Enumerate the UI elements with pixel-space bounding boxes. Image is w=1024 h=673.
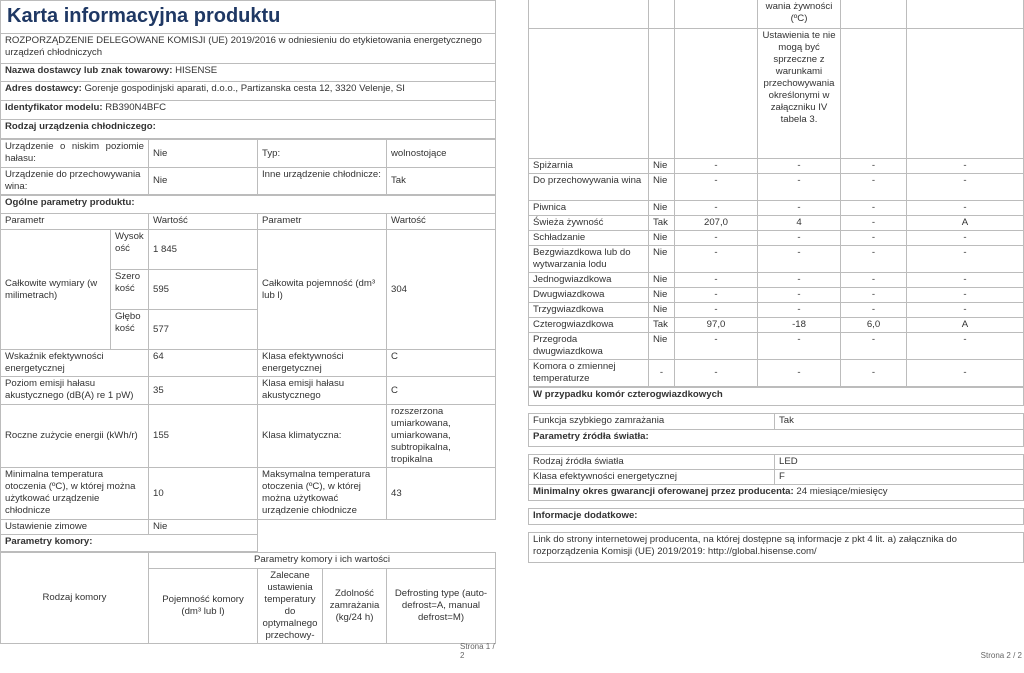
- compartment-temp: -: [758, 245, 841, 272]
- address-value: Gorenje gospodinjski aparati, d.o.o., Partizanska cesta 12, 3320 Velenje, SI: [84, 83, 405, 94]
- energy-class-value: C: [387, 350, 496, 377]
- compartment-temp: -: [758, 332, 841, 359]
- page-number: Strona 1 / 2: [460, 642, 495, 660]
- compartment-present: Nie: [649, 332, 675, 359]
- compartment-row: [529, 158, 1024, 173]
- compartment-row: [529, 173, 1024, 200]
- compartment-freeze: -: [841, 332, 907, 359]
- compartment-freeze: -: [841, 302, 907, 317]
- compartment-present: -: [649, 359, 675, 386]
- extra-info-table: [528, 387, 1024, 563]
- compartment-row: [529, 200, 1024, 215]
- compartment-freeze: -: [841, 158, 907, 173]
- header-info-table: [0, 33, 496, 139]
- compartment-name: Dwugwiazdkowa: [529, 287, 649, 302]
- winter-setting-label: Ustawienie zimowe: [1, 520, 149, 535]
- compartment-defrost: -: [907, 245, 1024, 272]
- compartment-defrost: -: [907, 230, 1024, 245]
- compartment-defrost: -: [907, 158, 1024, 173]
- compartment-defrost: -: [907, 359, 1024, 386]
- compartment-present: Nie: [649, 287, 675, 302]
- page-title: Karta informacyjna produktu: [0, 0, 496, 33]
- light-params-label: Parametry źródła światła:: [529, 429, 1024, 446]
- warranty-value: 24 miesiące/miesięcy: [796, 485, 888, 497]
- capacity-value: 304: [387, 230, 496, 350]
- fast-freeze-value: Tak: [775, 413, 1024, 429]
- compartment-present: Tak: [649, 215, 675, 230]
- compartment-defrost: A: [907, 215, 1024, 230]
- compartment-volume: -: [675, 245, 758, 272]
- compartment-name: Komora o zmiennej temperaturze: [529, 359, 649, 386]
- compartment-defrost: -: [907, 287, 1024, 302]
- compartment-volume: 97,0: [675, 317, 758, 332]
- temp-setting-header-cont: wania żywności (ºC): [758, 0, 841, 28]
- compartment-volume: -: [675, 287, 758, 302]
- height-label: Wysokość: [111, 230, 149, 270]
- light-class-value: F: [775, 469, 1024, 484]
- compartment-name: Przegroda dwugwiazdkowa: [529, 332, 649, 359]
- header-param-2: Parametr: [258, 214, 387, 230]
- regulation-text: ROZPORZĄDZENIE DELEGOWANE KOMISJI (UE) 2019/2016 w odniesieniu do etykietowania energetycznego urządzeń chłodniczych: [1, 34, 496, 64]
- col-compartment-type: Rodzaj komory: [1, 553, 149, 644]
- warranty-label: Minimalny okres gwarancji oferowanej przez producenta:: [533, 485, 794, 497]
- eei-value: 64: [149, 350, 258, 377]
- noise-label: Poziom emisji hałasu akustycznego (dB(A) re 1 pW): [1, 377, 149, 405]
- light-class-label: Klasa efektywności energetycznej: [529, 469, 775, 484]
- compartment-name: Jednogwiazdkowa: [529, 272, 649, 287]
- annual-energy-label: Roczne zużycie energii (kWh/r): [1, 405, 149, 468]
- general-params-label: Ogólne parametry produktu:: [1, 196, 496, 214]
- width-value: 595: [149, 270, 258, 310]
- compartment-temp: -: [758, 287, 841, 302]
- climate-class-label: Klasa klimatyczna:: [258, 405, 387, 468]
- eei-label: Wskaźnik efektywności energetycznej: [1, 350, 149, 377]
- compartment-present: Nie: [649, 158, 675, 173]
- compartment-temp: -18: [758, 317, 841, 332]
- dimensions-label: Całkowite wymiary (w milimetrach): [1, 230, 111, 350]
- compartment-rows: [529, 158, 1024, 386]
- compartment-present: Nie: [649, 173, 675, 200]
- winter-setting-value: Nie: [149, 520, 258, 535]
- appliance-type-label: Rodzaj urządzenia chłodniczego:: [1, 120, 496, 139]
- page-number: Strona 2 / 2: [980, 651, 1022, 660]
- compartment-volume: -: [675, 200, 758, 215]
- compartment-name: Do przechowywania wina: [529, 173, 649, 200]
- wine-value: Nie: [149, 168, 258, 195]
- compartment-temp: -: [758, 272, 841, 287]
- supplier-label: Nazwa dostawcy lub znak towarowy:: [5, 65, 173, 76]
- compartment-row: [529, 287, 1024, 302]
- min-temp-label: Minimalna temperatura otoczenia (ºC), w której można użytkować urządzenie chłodnicze: [1, 468, 149, 520]
- light-type-value: LED: [775, 454, 1024, 469]
- compartment-defrost: A: [907, 317, 1024, 332]
- compartment-temp: -: [758, 158, 841, 173]
- compartment-temp: -: [758, 173, 841, 200]
- appliance-type-table: [0, 139, 496, 195]
- fast-freeze-label: Funkcja szybkiego zamrażania: [529, 413, 775, 429]
- compartment-freeze: -: [841, 173, 907, 200]
- compartment-present: Nie: [649, 272, 675, 287]
- compartment-freeze: -: [841, 200, 907, 215]
- compartment-name: Schładzanie: [529, 230, 649, 245]
- compartment-row: [529, 302, 1024, 317]
- compartment-temp: -: [758, 230, 841, 245]
- compartment-row: [529, 317, 1024, 332]
- light-type-label: Rodzaj źródła światła: [529, 454, 775, 469]
- compartment-temp: -: [758, 302, 841, 317]
- compartment-defrost: -: [907, 200, 1024, 215]
- compartment-name: Spiżarnia: [529, 158, 649, 173]
- additional-info-label: Informacje dodatkowe:: [529, 508, 1024, 524]
- min-temp-value: 10: [149, 468, 258, 520]
- compartment-params-label: Parametry komory:: [1, 535, 258, 552]
- compartment-freeze: -: [841, 287, 907, 302]
- depth-label: Głębokość: [111, 310, 149, 350]
- compartment-temp: -: [758, 359, 841, 386]
- compartment-row: [529, 245, 1024, 272]
- compartment-name: Bezgwiazdkowa lub do wytwarzania lodu: [529, 245, 649, 272]
- wine-label: Urządzenie do przechowywania wina:: [1, 168, 149, 195]
- compartment-freeze: -: [841, 359, 907, 386]
- additional-info-text: Link do strony internetowej producenta, na której dostępne są informacje z pkt 4 lit. a) załącznika do rozporządzenia Komisji (UE) 2019/2019: http://global.hisense.com/: [529, 532, 1024, 562]
- compartment-row: [529, 359, 1024, 386]
- width-label: Szerokość: [111, 270, 149, 310]
- compartment-defrost: -: [907, 173, 1024, 200]
- compartment-present: Nie: [649, 302, 675, 317]
- low-noise-value: Nie: [149, 140, 258, 168]
- compartment-present: Nie: [649, 245, 675, 272]
- model-label: Identyfikator modelu:: [5, 102, 103, 113]
- compartment-name: Świeża żywność: [529, 215, 649, 230]
- general-params-table: [0, 195, 496, 552]
- height-value: 1 845: [149, 230, 258, 270]
- compartment-header-table: [0, 552, 496, 644]
- compartment-freeze: 6,0: [841, 317, 907, 332]
- compartment-volume: -: [675, 302, 758, 317]
- compartment-temp: 4: [758, 215, 841, 230]
- compartment-volume: -: [675, 332, 758, 359]
- compartment-freeze: -: [841, 272, 907, 287]
- four-star-label: W przypadku komór czterogwiazdkowych: [529, 387, 1024, 405]
- max-temp-value: 43: [387, 468, 496, 520]
- col-freeze-capacity: Zdolność zamrażania (kg/24 h): [323, 569, 387, 644]
- compartment-table: [528, 0, 1024, 387]
- compartment-row: [529, 215, 1024, 230]
- compartment-present: Nie: [649, 200, 675, 215]
- type-label: Typ:: [258, 140, 387, 168]
- col-volume: Pojemność komory (dm³ lub l): [149, 569, 258, 644]
- compartment-name: Czterogwiazdkowa: [529, 317, 649, 332]
- max-temp-label: Maksymalna temperatura otoczenia (ºC), w której można użytkować urządzenie chłodnicze: [258, 468, 387, 520]
- noise-class-label: Klasa emisji hałasu akustycznego: [258, 377, 387, 405]
- type-value: wolnostojące: [387, 140, 496, 168]
- compartment-freeze: -: [841, 215, 907, 230]
- compartment-present: Tak: [649, 317, 675, 332]
- compartment-volume: -: [675, 359, 758, 386]
- compartment-name: Trzygwiazdkowa: [529, 302, 649, 317]
- col-defrost-type: Defrosting type (auto-defrost=A, manual defrost=M): [387, 569, 496, 644]
- climate-class-value: rozszerzona umiarkowana, umiarkowana, subtropikalna, tropikalna: [387, 405, 496, 468]
- compartment-defrost: -: [907, 302, 1024, 317]
- compartment-freeze: -: [841, 245, 907, 272]
- other-label: Inne urządzenie chłodnicze:: [258, 168, 387, 195]
- header-value-2: Wartość: [387, 214, 496, 230]
- col-temp-setting: Zalecane ustawienia temperatury do optymalnego przechowy-: [258, 569, 323, 644]
- capacity-label: Całkowita pojemność (dm³ lub l): [258, 230, 387, 350]
- compartment-volume: -: [675, 272, 758, 287]
- address-label: Adres dostawcy:: [5, 83, 82, 94]
- compartment-defrost: -: [907, 332, 1024, 359]
- other-value: Tak: [387, 168, 496, 195]
- temp-setting-note: Ustawienia te nie mogą być sprzeczne z warunkami przechowywania określonymi w załączniku IV tabela 3.: [758, 28, 841, 158]
- compartment-header: Parametry komory i ich wartości: [149, 553, 496, 569]
- compartment-name: Piwnica: [529, 200, 649, 215]
- compartment-defrost: -: [907, 272, 1024, 287]
- energy-class-label: Klasa efektywności energetycznej: [258, 350, 387, 377]
- compartment-volume: -: [675, 230, 758, 245]
- model-value: RB390N4BFC: [105, 102, 167, 113]
- noise-class-value: C: [387, 377, 496, 405]
- compartment-row: [529, 230, 1024, 245]
- supplier-value: HISENSE: [175, 65, 218, 76]
- noise-value: 35: [149, 377, 258, 405]
- annual-energy-value: 155: [149, 405, 258, 468]
- depth-value: 577: [149, 310, 258, 350]
- page-1: [0, 0, 496, 660]
- compartment-volume: -: [675, 158, 758, 173]
- compartment-row: [529, 272, 1024, 287]
- header-param: Parametr: [1, 214, 149, 230]
- compartment-present: Nie: [649, 230, 675, 245]
- compartment-row: [529, 332, 1024, 359]
- compartment-freeze: -: [841, 230, 907, 245]
- low-noise-label: Urządzenie o niskim poziomie hałasu:: [1, 140, 149, 168]
- compartment-volume: -: [675, 173, 758, 200]
- page-2: [528, 0, 1024, 660]
- compartment-temp: -: [758, 200, 841, 215]
- header-value: Wartość: [149, 214, 258, 230]
- compartment-volume: 207,0: [675, 215, 758, 230]
